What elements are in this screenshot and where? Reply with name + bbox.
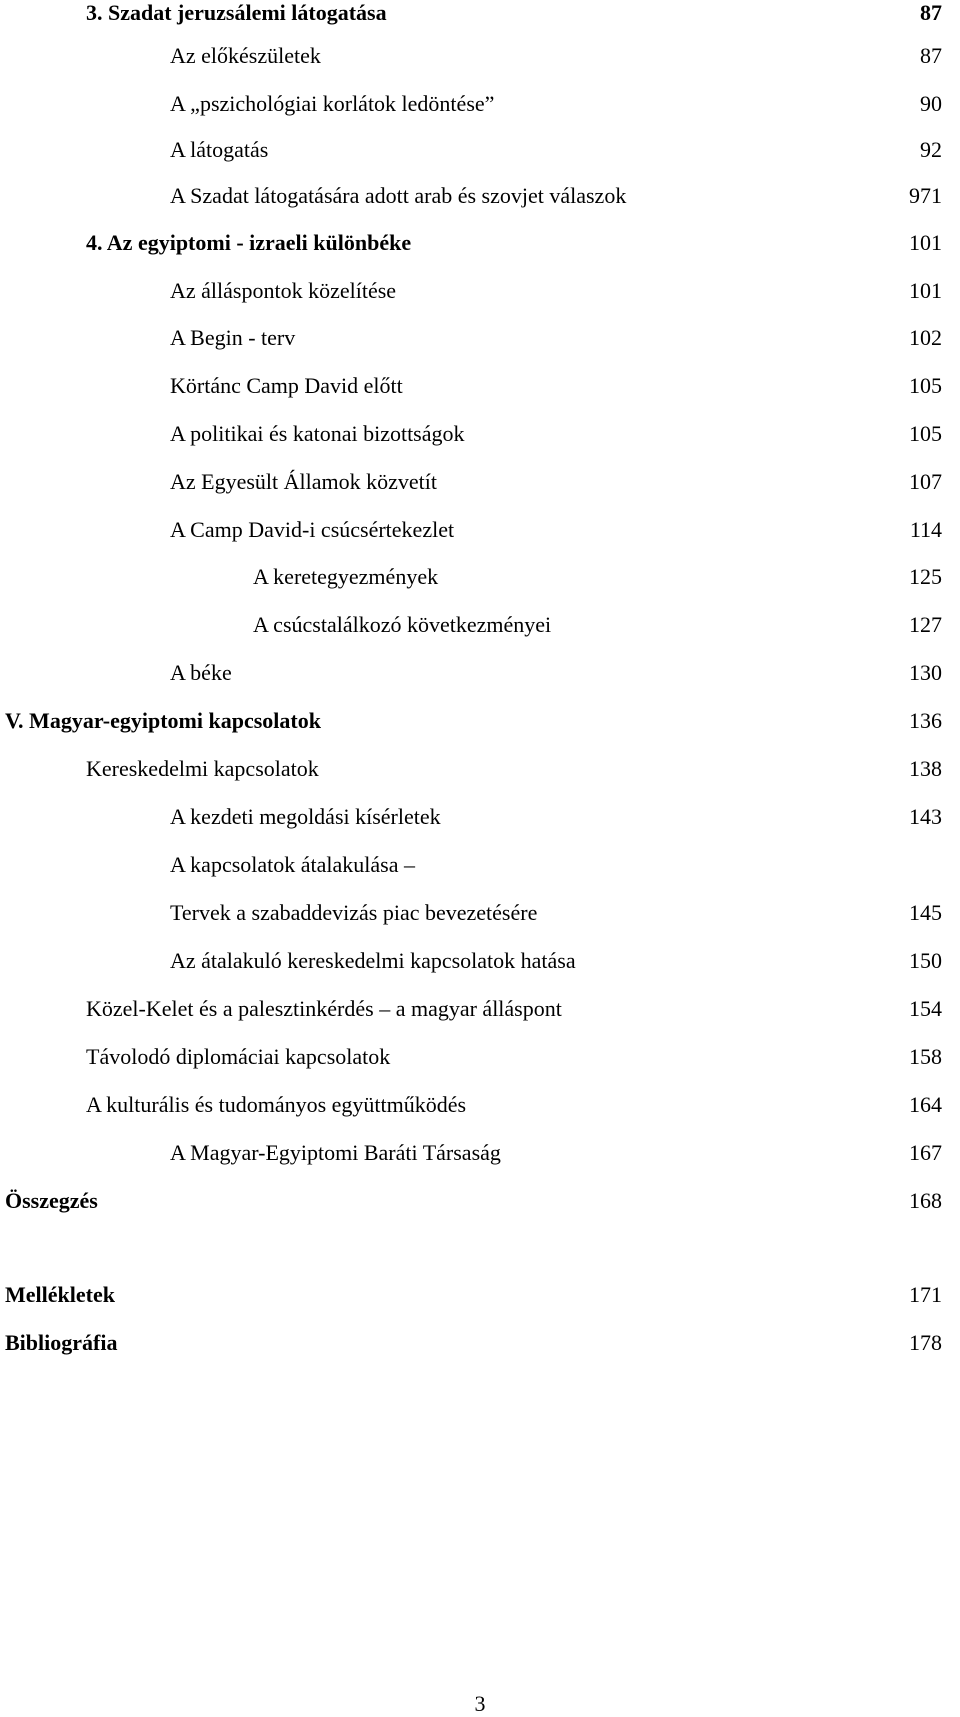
toc-entry: [0, 1137, 960, 1169]
toc-entry: [0, 897, 960, 929]
toc-entry-page: 101: [909, 278, 942, 303]
toc-entry: [0, 466, 960, 498]
toc-entry-page: 164: [909, 1092, 942, 1117]
toc-entry-title: Mellékletek: [5, 1282, 115, 1307]
toc-entry-page: 178: [909, 1330, 942, 1355]
toc-entry-page: 87: [920, 0, 942, 25]
toc-entry: [0, 561, 960, 593]
toc-entry-title: Tervek a szabaddevizás piac bevezetésére: [170, 900, 538, 925]
toc-entry-page: 105: [909, 421, 942, 446]
toc-entry-page: 158: [909, 1044, 942, 1069]
toc-entry-title: V. Magyar-egyiptomi kapcsolatok: [5, 708, 321, 733]
toc-entry-page: 171: [909, 1282, 942, 1307]
toc-entry: [0, 1041, 960, 1073]
toc-entry: [0, 1327, 960, 1359]
toc-entry-title: Az álláspontok közelítése: [170, 278, 397, 303]
toc-entry-page: 90: [920, 91, 942, 116]
toc-entry-title: Az előkészületek: [170, 43, 321, 68]
toc-entry-page: 168: [909, 1188, 942, 1213]
toc-entry-title: A látogatás: [170, 137, 269, 162]
toc-entry-page: 150: [909, 948, 942, 973]
toc-entry: [0, 657, 960, 689]
toc-entry-title: Távolodó diplomáciai kapcsolatok: [86, 1044, 391, 1069]
toc-entry: [0, 134, 960, 166]
toc-entry-page: 138: [909, 756, 942, 781]
toc-entry: [0, 1279, 960, 1311]
toc-entry: [0, 88, 960, 120]
toc-entry-page: 105: [909, 373, 942, 398]
toc-entry-page: 971: [909, 183, 942, 208]
toc-entry: [0, 227, 960, 259]
toc-entry-page: 107: [909, 469, 942, 494]
toc-entry-title: A „pszichológiai korlátok ledöntése”: [170, 91, 495, 116]
toc-entry: [0, 753, 960, 785]
toc-entry-page: 143: [909, 804, 942, 829]
toc-entry-title: Összegzés: [5, 1188, 98, 1213]
toc-entry: [0, 275, 960, 307]
toc-entry: [0, 40, 960, 72]
toc-entry-page: 87: [920, 43, 942, 68]
toc-entry-title: A kulturális és tudományos együttműködés: [86, 1092, 467, 1117]
toc-entry: [0, 705, 960, 737]
toc-entry-title: A keretegyezmények: [253, 564, 439, 589]
toc-entry-page: 167: [909, 1140, 942, 1165]
toc-entry-page: 154: [909, 996, 942, 1021]
toc-entry: [0, 514, 960, 546]
toc-entry-page: 125: [909, 564, 942, 589]
toc-entry-page: 136: [909, 708, 942, 733]
toc-entry: [0, 801, 960, 833]
toc-entry-title: A Magyar-Egyiptomi Baráti Társaság: [170, 1140, 501, 1165]
toc-entry: [0, 609, 960, 641]
toc-entry-title: A kezdeti megoldási kísérletek: [170, 804, 441, 829]
toc-entry-page: 127: [909, 612, 942, 637]
toc-entry-title: A Begin - terv: [170, 325, 296, 350]
toc-entry: [0, 1089, 960, 1121]
page-number: 3: [474, 1691, 486, 1716]
toc-entry-title: A béke: [170, 660, 232, 685]
toc-entry: [0, 370, 960, 402]
toc-entry: [0, 993, 960, 1025]
toc-entry-title: Kereskedelmi kapcsolatok: [86, 756, 319, 781]
toc-entry: [0, 180, 960, 212]
toc-entry-page: 130: [909, 660, 942, 685]
toc-entry-title: A Camp David-i csúcsértekezlet: [170, 517, 455, 542]
toc-entry-title: A csúcstalálkozó következményei: [253, 612, 552, 637]
toc-entry: [0, 945, 960, 977]
toc-entry-title: Az Egyesült Államok közvetít: [170, 469, 437, 494]
toc-entry-title: Az átalakuló kereskedelmi kapcsolatok hatása: [170, 948, 576, 973]
toc-entry-page: 114: [909, 517, 942, 542]
toc-entry: [0, 418, 960, 450]
toc-entry-title: Körtánc Camp David előtt: [170, 373, 403, 398]
toc-entry-title: Közel-Kelet és a palesztinkérdés – a magyar álláspont: [86, 996, 562, 1021]
toc-entry-title: A politikai és katonai bizottságok: [170, 421, 465, 446]
toc-entry-title: 3. Szadat jeruzsálemi látogatása: [86, 0, 387, 25]
toc-entry-page: 102: [909, 325, 942, 350]
toc-entry: [0, 322, 960, 354]
toc-entry-title: A Szadat látogatására adott arab és szovjet válaszok: [170, 183, 627, 208]
toc-entry: [0, 849, 960, 881]
toc-entry-page: 101: [909, 230, 942, 255]
toc-entry: [0, 1185, 960, 1217]
toc-entry-title: A kapcsolatok átalakulása –: [170, 852, 415, 877]
toc-entry-title: Bibliográfia: [5, 1330, 118, 1355]
toc-entry-title: 4. Az egyiptomi - izraeli különbéke: [86, 230, 412, 255]
toc-entry: [0, 0, 960, 29]
toc-entry-page: 145: [909, 900, 942, 925]
toc-entry-page: 92: [920, 137, 942, 162]
